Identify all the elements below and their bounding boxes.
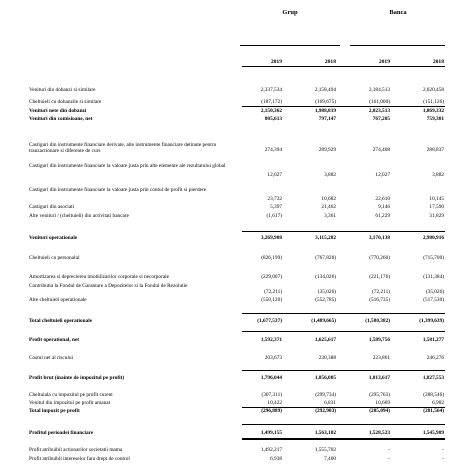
- row-label: Venitul din impozitul pe profit amanat: [29, 400, 111, 406]
- subtotal-rule: [242, 331, 445, 332]
- year-banca-2018: 2018: [432, 59, 444, 65]
- value-banca-2019: (770,260): [369, 255, 390, 261]
- row-label: Venituri din dobanzi si similare: [29, 87, 96, 93]
- value-banca-2018: 1,545,989: [422, 430, 444, 436]
- value-banca-2019: 767,205: [372, 116, 390, 122]
- value-grup-2019: (550,120): [261, 297, 282, 303]
- row-label: Alte cheltuieli operationale: [29, 297, 87, 303]
- row-label: Costul net al riscului: [29, 355, 73, 361]
- value-banca-2018: (35,026): [425, 289, 444, 295]
- row-label: Castiguri din instrumente financiare la valoare justa prin contul de profit si pierdere: [29, 187, 207, 193]
- value-grup-2018: (35,026): [317, 289, 336, 295]
- value-banca-2019: (72,211): [372, 289, 390, 295]
- value-grup-2018: 2,158,494: [314, 87, 336, 93]
- value-grup-2019: 203,673: [264, 355, 282, 361]
- value-banca-2019: 1,528,523: [368, 430, 390, 436]
- value-grup-2019: (72,211): [264, 289, 282, 295]
- value-banca-2019: 22,610: [375, 196, 390, 202]
- value-grup-2018: (767,828): [315, 255, 336, 261]
- row-label: Castiguri din instrumente financiare derivate, alte instrumente financiare detinute pentru tranzactionare si diferente de curs: [29, 142, 217, 154]
- value-banca-2018: 2,020,458: [422, 87, 444, 93]
- value-banca-2018: 288,837: [426, 147, 444, 153]
- value-banca-2018: (151,126): [423, 99, 444, 105]
- value-grup-2018: 1,988,819: [314, 108, 336, 114]
- value-banca-2019: 12,027: [375, 172, 390, 178]
- value-grup-2018: 6,831: [324, 400, 336, 406]
- value-banca-2019: 3,170,138: [368, 235, 390, 241]
- value-grup-2019: 12,027: [267, 172, 282, 178]
- value-grup-2019: 1,796,044: [260, 375, 282, 381]
- year-banca-2019: 2019: [378, 59, 390, 65]
- value-grup-2018: (1,489,665): [311, 318, 336, 324]
- value-grup-2019: 3,269,908: [260, 235, 282, 241]
- row-label: Cheltuieli cu personalul: [29, 255, 80, 261]
- value-grup-2018: (134,026): [315, 274, 336, 280]
- value-banca-2019: -: [388, 447, 390, 453]
- value-banca-2018: (281,564): [423, 408, 444, 414]
- value-banca-2018: 2,980,916: [422, 235, 444, 241]
- row-label: Venituri din comisioane, net: [29, 116, 93, 122]
- value-banca-2019: 61,229: [375, 213, 390, 219]
- value-banca-2019: (221,176): [369, 274, 390, 280]
- value-banca-2019: (1,580,382): [365, 318, 390, 324]
- value-grup-2019: 23,732: [267, 196, 282, 202]
- value-banca-2018: 1,869,332: [422, 108, 444, 114]
- value-banca-2018: -: [442, 447, 444, 453]
- row-label: Profit operational, net: [29, 337, 80, 343]
- row-label: Profit brut (inainte de impozitul pe profit): [29, 375, 125, 381]
- row-label: Venituri operationale: [29, 235, 78, 241]
- row-label: Profit atribuibil actionarilor societatii mama: [29, 447, 123, 453]
- total-double-rule: [242, 438, 445, 440]
- value-banca-2018: 17,590: [429, 204, 444, 210]
- value-banca-2019: (295,763): [369, 392, 390, 398]
- year-grup-2018: 2018: [324, 59, 336, 65]
- subtotal-rule: [242, 313, 445, 314]
- value-grup-2018: 3,115,282: [315, 235, 336, 241]
- value-grup-2019: 5,397: [270, 204, 282, 210]
- row-label: Venituri nete din dobanzi: [29, 108, 87, 114]
- header-rule-banca: [350, 45, 445, 46]
- value-banca-2019: (516,735): [369, 297, 390, 303]
- value-grup-2018: (299,734): [315, 392, 336, 398]
- value-banca-2019: (285,094): [369, 408, 390, 414]
- row-label: Castiguri din instrumente financiare la valoare justa prin alte elemente ale rezultatului global: [29, 163, 226, 169]
- value-grup-2019: 805,613: [264, 116, 282, 122]
- value-grup-2018: 7,400: [324, 456, 336, 462]
- year-rule: [242, 66, 445, 67]
- subtotal-rule: [242, 106, 445, 107]
- row-label: Contributia la Fondul de Garantare a Depozitelor si la Fondul de Rezolutie: [29, 283, 188, 289]
- year-grup-2019: 2019: [270, 59, 282, 65]
- row-label: Cheltuiala cu impozitul pe profit curent: [29, 392, 113, 398]
- value-banca-2019: 10,669: [375, 400, 390, 406]
- value-banca-2019: 2,184,513: [368, 87, 390, 93]
- value-banca-2018: 1,827,553: [422, 375, 444, 381]
- value-banca-2018: (517,530): [423, 297, 444, 303]
- value-grup-2018: 3,882: [324, 172, 336, 178]
- row-label: Cheltuieli cu dobanzile si similare: [29, 99, 102, 105]
- value-grup-2018: 1,625,617: [314, 337, 336, 343]
- row-label: Total cheltuieli operationale: [29, 318, 93, 324]
- value-grup-2018: 1,555,702: [314, 447, 336, 453]
- value-grup-2019: 2,150,362: [260, 108, 282, 114]
- value-grup-2018: 3,361: [324, 213, 336, 219]
- row-label: Castiguri din asociati: [29, 204, 75, 210]
- value-banca-2019: 1,589,756: [368, 337, 390, 343]
- value-grup-2019: 1,499,155: [260, 430, 282, 436]
- header-rule-grup: [240, 45, 340, 46]
- value-banca-2018: 759,301: [426, 116, 444, 122]
- value-grup-2018: 797,147: [318, 116, 336, 122]
- value-grup-2019: 1,492,217: [260, 447, 282, 453]
- value-grup-2019: (1,677,537): [257, 318, 282, 324]
- value-banca-2019: 9,146: [378, 204, 390, 210]
- subtotal-rule: [242, 370, 445, 371]
- value-banca-2018: (1,399,639): [419, 318, 444, 324]
- row-label: Alte venituri / (cheltuieli) din activitati bancare: [29, 213, 130, 219]
- value-grup-2018: (292,903): [315, 408, 336, 414]
- value-grup-2018: 1,856,005: [314, 375, 336, 381]
- value-banca-2019: (161,000): [369, 99, 390, 105]
- value-banca-2018: 1,581,277: [422, 337, 444, 343]
- row-label: Profitul perioadei financiare: [29, 430, 94, 436]
- value-grup-2019: (307,311): [261, 392, 282, 398]
- value-banca-2018: (131,384): [423, 274, 444, 280]
- value-banca-2018: 10,145: [429, 196, 444, 202]
- value-grup-2018: 289,929: [318, 147, 336, 153]
- value-grup-2018: 21,462: [321, 204, 336, 210]
- row-label: Profit atribuibil intereselor fara drept de control: [29, 456, 130, 462]
- value-grup-2018: 230,388: [318, 355, 336, 361]
- value-grup-2018: (169,675): [315, 99, 336, 105]
- value-grup-2019: 1,592,371: [260, 337, 282, 343]
- value-grup-2019: (1,617): [266, 213, 282, 219]
- subtotal-rule: [242, 231, 445, 232]
- value-banca-2019: 2,023,513: [368, 108, 390, 114]
- value-banca-2019: 274,408: [372, 147, 390, 153]
- value-banca-2018: 3,882: [432, 172, 444, 178]
- value-grup-2018: (552,785): [315, 297, 336, 303]
- row-label: Total impozit pe profit: [29, 408, 80, 414]
- value-grup-2019: (229,007): [261, 274, 282, 280]
- value-banca-2019: -: [388, 456, 390, 462]
- header-banca: Banca: [389, 9, 407, 16]
- value-banca-2018: (715,700): [423, 255, 444, 261]
- value-grup-2019: 6,938: [270, 456, 282, 462]
- value-grup-2018: 10,682: [321, 196, 336, 202]
- value-banca-2018: -: [442, 456, 444, 462]
- value-banca-2018: 6,982: [432, 400, 444, 406]
- subtotal-rule: [242, 424, 445, 425]
- value-banca-2018: 31,829: [429, 213, 444, 219]
- value-grup-2019: 274,394: [264, 147, 282, 153]
- value-grup-2019: (826,199): [261, 255, 282, 261]
- value-grup-2019: (296,889): [261, 408, 282, 414]
- value-banca-2019: 1,813,617: [368, 375, 390, 381]
- row-label: Amortizarea si deprecierea imobilizarilor corporale si necorporale: [29, 274, 170, 280]
- value-banca-2018: (288,546): [423, 392, 444, 398]
- value-grup-2019: 2,337,534: [260, 87, 282, 93]
- value-banca-2018: 246,276: [426, 355, 444, 361]
- header-grup: Grup: [282, 9, 298, 16]
- value-banca-2019: 223,861: [372, 355, 390, 361]
- value-grup-2019: 10,422: [267, 400, 282, 406]
- value-grup-2019: (187,172): [261, 99, 282, 105]
- value-grup-2018: 1,563,102: [314, 430, 336, 436]
